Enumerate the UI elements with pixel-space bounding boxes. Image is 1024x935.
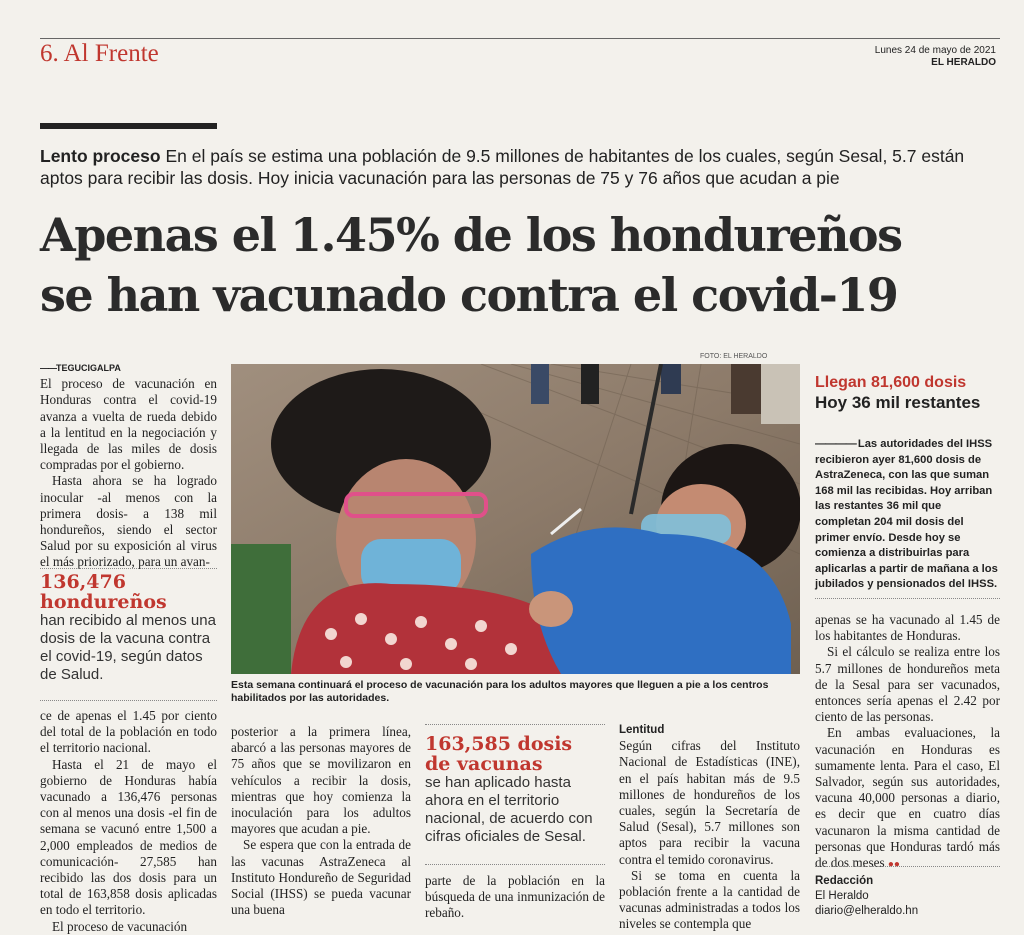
photo-illustration	[231, 364, 800, 674]
stat-label: de vacunas	[425, 753, 543, 775]
paragraph: El proceso de vacunación en Honduras contra el covid-19 avanza a vuelta de rueda debido a la lentitud en la negociación y llegada de las miles de dosis compradas por el gobierno.	[40, 376, 217, 473]
paragraph: parte de la población en la búsqueda de una inmunización de rebaño.	[425, 873, 605, 921]
stat-description: han recibido al menos una dosis de la vacuna contra el covid-19, según datos de Salud.	[40, 612, 216, 683]
paragraph: Si se toma en cuenta la población frente a la cantidad de vacunas administradas a todos los niveles se contempla que	[619, 867, 800, 932]
date-text: Lunes 24 de mayo de 2021	[874, 45, 996, 56]
email: diario@elheraldo.hn	[815, 905, 919, 917]
byline: Redacción	[815, 875, 874, 887]
paragraph: En ambas evaluaciones, la vacunación en Honduras es sumamente lenta. Para el caso, El Salvador, según sus autoridades, vacuna 40,000 personas a diario, es decir que en cuatro días vacunaron la misma cantidad de personas que Honduras tardó más de dos meses	[815, 725, 1000, 871]
divider	[40, 568, 217, 569]
stat-number: 163,585 dosis	[425, 733, 573, 755]
stat-number: 136,476	[40, 571, 126, 593]
column-2	[231, 724, 411, 918]
paragraph: Si el cálculo se realiza entre los 5.7 millones de hondureños meta de la Sesal para ser vacunados, entonces sería apenas el 2.42 por ciento de las personas.	[815, 644, 1000, 725]
column-5	[815, 612, 1000, 873]
column-1-top: ——TEGUCIGALPA El proceso de vacunación en Honduras contra el covid-19 avanza a vuelta de rueda debido a la lentitud en la negociación y llegada de las miles de dosis compradas por el gobierno. Hasta ahora se ha logrado inocular -al menos con la primera dosis- a 138 mil hondureños, siendo el sector Salud por su exposición al virus el más priorizado, para un avan-	[40, 363, 217, 570]
kicker	[40, 145, 1000, 189]
headline-line-1: Apenas el 1.45% de los hondureños	[40, 208, 902, 262]
paragraph: Según cifras del Instituto Nacional de Estadísticas (INE), en el país habitan más de 9.5 millones de hondureños de los cuales, según la Secretaría de Salud (Sesal), 5.7 millones son aptos para recibir la vacuna contra el temido coronavirus.	[619, 738, 800, 867]
stat-callout-2	[425, 734, 610, 846]
dateline: TEGUCIGALPA	[56, 363, 121, 373]
publication-name: EL HERALDO	[931, 57, 996, 68]
stat-callout-1	[40, 572, 220, 684]
divider	[425, 724, 605, 725]
divider	[425, 864, 605, 865]
paragraph: El proceso de vacunación	[52, 918, 188, 934]
top-rule	[40, 38, 1000, 39]
sidebar-body: ———— Las autoridades del IHSS recibieron ayer 81,600 dosis de AstraZeneca, con las que suman 168 mil las recibidas. Hoy arriban las restantes 36 mil que completan 204 mil dosis del primer envío. Desde hoy se comienza a distribuirlas para aplicarlas a partir de mañana a los jubilados y pensionados del IHSS.	[815, 438, 998, 591]
end-mark: ●●	[887, 859, 900, 871]
headline-line-2: se han vacunado contra el covid-19	[40, 268, 898, 322]
headline	[40, 205, 1010, 325]
divider	[815, 598, 1000, 599]
paragraph: ce de apenas el 1.45 por ciento del total de la población en todo el territorio nacional.	[40, 708, 217, 756]
paragraph: Hasta ahora se ha logrado inocular -al menos con la primera dosis- a 138 mil hondureños, siendo el sector Salud por su exposición al virus el más priorizado, para un avan-	[40, 473, 217, 570]
photo-caption: Esta semana continuará el proceso de vacunación para los adultos mayores que lleguen a pie a los centros habilitados por las autoridades.	[231, 679, 769, 704]
author: El Heraldo	[815, 890, 869, 902]
kicker-label: Lento proceso	[40, 146, 161, 166]
column-4	[619, 722, 800, 933]
issue-date	[875, 45, 996, 69]
paragraph: Hasta el 21 de mayo el gobierno de Honduras había vacunado a 136,476 personas con al menos una dosis -el fin de semana se vacunó entre 1,500 a 2,000 empleados de medios de comunicación- 27,585 han recibido las dos dosis para un total de 163,858 dosis aplicadas en todo el territorio.	[40, 756, 217, 918]
paragraph: Se espera que con la entrada de las vacunas AstraZeneca al Instituto Hondureño de Seguridad Social (IHSS) se pueda vacunar una buena	[231, 837, 411, 918]
kicker-bar	[40, 123, 217, 129]
subheading: Lentitud	[619, 724, 665, 736]
column-1-bottom	[40, 708, 217, 935]
divider	[815, 866, 1000, 867]
vaccination-photo	[231, 364, 800, 674]
section-title: 6. Al Frente	[40, 40, 159, 67]
sidebar-text: Las autoridades del IHSS recibieron ayer 81,600 dosis de AstraZeneca, con las que suman 168 mil las recibidas. Hoy arriban las restantes 36 mil que completan 204 mil dosis del primer envío. Desde hoy se comienza a distribuirlas para aplicarlas a partir de mañana a los jubilados y pensionados del IHSS.	[815, 438, 998, 591]
stat-description: se han aplicado hasta ahora en el territorio nacional, de acuerdo con cifras oficiales de Sesal.	[425, 774, 593, 845]
kicker-text: En el país se estima una población de 9.5 millones de habitantes de los cuales, según Sesal, 5.7 están aptos para recibir las dosis. Hoy inicia vacunación para las personas de 75 y 76 años que acudan a pie	[40, 146, 965, 188]
column-3	[425, 873, 605, 922]
sidebar-subheading: Hoy 36 mil restantes	[815, 393, 981, 412]
divider	[40, 700, 217, 701]
photo-credit: FOTO: EL HERALDO	[700, 353, 768, 360]
stat-label: hondureños	[40, 591, 167, 613]
sidebar-heading: Llegan 81,600 dosis	[815, 374, 967, 391]
signoff	[815, 874, 1000, 919]
paragraph: posterior a la primera línea, abarcó a las personas mayores de 75 años que se movilizaron en vehículos a recibir la dosis, mientras que hoy comienza la inoculación para los adultos mayores que acudan a pie.	[231, 724, 411, 837]
paragraph: apenas se ha vacunado al 1.45 de los habitantes de Honduras.	[815, 612, 1000, 644]
